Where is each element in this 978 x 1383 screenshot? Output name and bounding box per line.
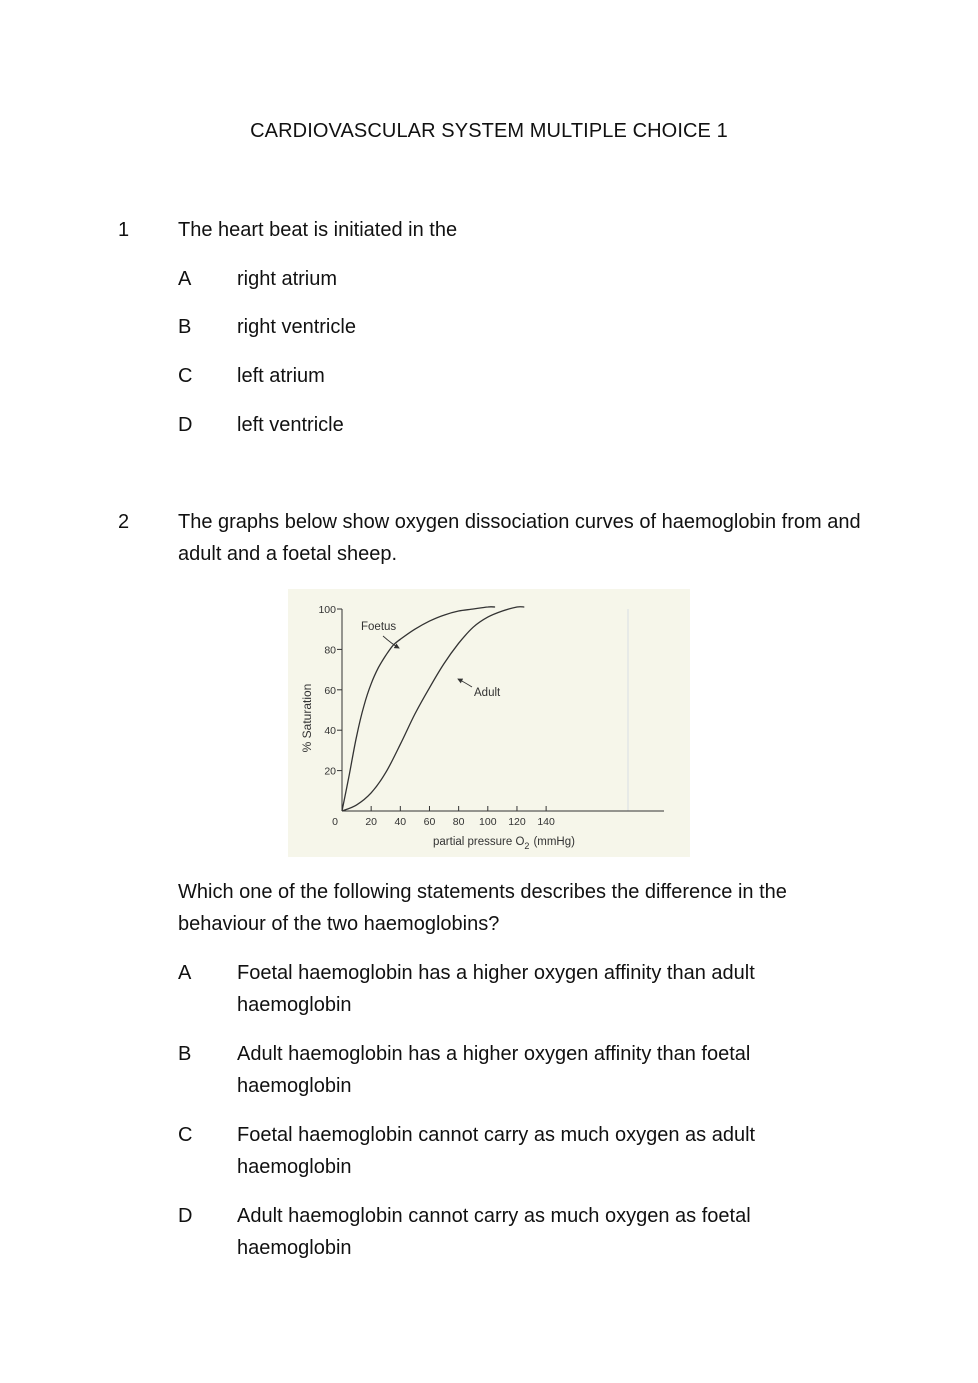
- y-tick-label: 60: [324, 684, 336, 697]
- annotation-adult-label: Adult: [474, 687, 501, 699]
- q2-option-a-letter: A: [178, 962, 192, 984]
- q2-option-b-text: Adult haemoglobin has a higher oxygen affinity than foetal haemoglobin: [237, 1043, 751, 1097]
- question-2-number: 2: [118, 511, 130, 533]
- x-tick-label: 140: [537, 816, 555, 828]
- question-1-number: 1: [118, 219, 130, 241]
- q2-option-c-text: Foetal haemoglobin cannot carry as much oxygen as adult haemoglobin: [237, 1124, 756, 1178]
- question-2-text: The graphs below show oxygen dissociation curves of haemoglobin from and adult and a foetal sheep.: [178, 511, 861, 565]
- q2-option-d-letter: D: [178, 1205, 193, 1227]
- x-tick-label: 0: [332, 816, 338, 828]
- y-tick-label: 20: [324, 765, 336, 778]
- q1-option-a-text: right atrium: [237, 268, 338, 290]
- x-tick-label: 20: [365, 816, 378, 828]
- q2-option-a-text: Foetal haemoglobin has a higher oxygen affinity than adult haemoglobin: [237, 962, 755, 1016]
- chart-svg: [288, 589, 690, 857]
- q1-option-d-letter: D: [178, 414, 193, 436]
- x-tick-label: 80: [452, 816, 465, 828]
- q2-option-c-letter: C: [178, 1124, 193, 1146]
- q1-option-b-text: right ventricle: [237, 316, 356, 338]
- y-tick-label: 40: [324, 725, 336, 738]
- oxygen-dissociation-chart: [288, 589, 690, 857]
- x-tick-label: 40: [394, 816, 407, 828]
- annotation-adult-arrow: [458, 679, 472, 687]
- question-1-text: The heart beat is initiated in the: [178, 219, 458, 241]
- series-line-adult: [342, 607, 524, 811]
- q1-option-c-letter: C: [178, 365, 193, 387]
- q2-option-b-letter: B: [178, 1043, 192, 1065]
- q1-option-c-text: left atrium: [237, 365, 325, 387]
- y-tick-label: 100: [318, 604, 336, 616]
- x-tick-label: 100: [479, 816, 497, 828]
- x-tick-label: 120: [508, 816, 526, 828]
- y-axis-label: % Saturation: [300, 683, 314, 753]
- q1-option-a-letter: A: [178, 268, 192, 290]
- question-2-followup: Which one of the following statements describes the difference in the behaviour of the two haemoglobins?: [178, 881, 787, 935]
- series-line-foetus: [342, 607, 495, 811]
- x-tick-label: 60: [423, 816, 436, 828]
- q1-option-d-text: left ventricle: [237, 414, 344, 436]
- annotation-foetus-label: Foetus: [361, 621, 397, 633]
- x-axis-label: partial pressure $O_2$ (mmHg): [433, 836, 575, 851]
- q1-option-b-letter: B: [178, 316, 192, 338]
- page-title: CARDIOVASCULAR SYSTEM MULTIPLE CHOICE 1: [250, 120, 728, 142]
- y-tick-label: 80: [324, 644, 336, 657]
- q2-option-d-text: Adult haemoglobin cannot carry as much oxygen as foetal haemoglobin: [237, 1205, 751, 1259]
